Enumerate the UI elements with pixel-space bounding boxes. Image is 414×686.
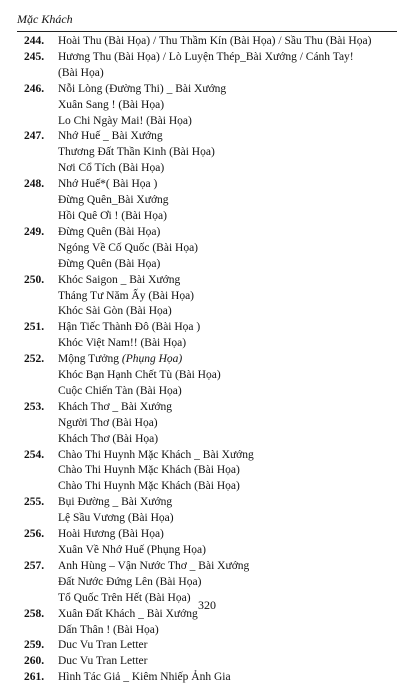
entry-titles xyxy=(58,50,404,82)
entry-number: 248. xyxy=(24,178,45,191)
toc-entry xyxy=(24,448,404,496)
entry-title-line xyxy=(58,527,404,543)
entry-number: 253. xyxy=(24,400,45,413)
entry-number: 244. xyxy=(24,35,45,47)
entry-number: 245. xyxy=(24,50,45,63)
toc-entry xyxy=(24,527,404,559)
entry-title-line xyxy=(58,145,404,161)
toc-entry xyxy=(24,50,404,82)
entry-title-text: Duc Vu Tran Letter xyxy=(58,639,148,652)
entry-title-text: Đừng Quên (Bài Họa) xyxy=(58,225,161,238)
entry-title-text: Cuộc Chiến Tàn (Bài Họa) xyxy=(58,384,182,397)
toc-entry xyxy=(24,400,404,448)
entry-title-line xyxy=(58,66,404,82)
entry-title-line xyxy=(58,177,404,193)
entry-title-text: Hoài Thu (Bài Họa) / Thu Thầm Kín (Bài Họa) / Sầu Thu (Bài Họa) xyxy=(58,35,372,47)
toc-entry xyxy=(24,638,404,654)
entry-title-text: Khóc Bạn Hạnh Chết Tù (Bài Họa) xyxy=(58,369,221,382)
toc-entry xyxy=(24,654,404,670)
entry-titles xyxy=(58,638,404,654)
entry-title-text: Nơi Cổ Tích (Bài Họa) xyxy=(58,162,165,175)
entry-titles xyxy=(58,670,404,686)
entry-titles xyxy=(58,82,404,130)
entry-titles xyxy=(58,129,404,177)
entry-title-line xyxy=(58,98,404,114)
toc-entry xyxy=(24,320,404,352)
entry-titles xyxy=(58,34,404,50)
entry-title-text: Nhớ Huế*( Bài Họa ) xyxy=(58,178,158,191)
entry-title-text: Hận Tiếc Thành Đô (Bài Họa ) xyxy=(58,321,201,334)
entry-title-line xyxy=(58,161,404,177)
header-rule xyxy=(17,31,397,32)
entry-number: 246. xyxy=(24,82,45,95)
entry-title-text: Tổ Quốc Trên Hết (Bài Họa) xyxy=(58,591,191,604)
entry-number: 257. xyxy=(24,559,45,572)
entry-title-line xyxy=(58,654,404,670)
entry-title-line xyxy=(58,336,404,352)
toc-entry xyxy=(24,225,404,273)
entry-title-text: Hình Tác Giả _ Kiêm Nhiếp Ảnh Gia xyxy=(58,671,231,684)
entry-titles xyxy=(58,527,404,559)
entry-title-text: Khóc Việt Nam!! (Bài Họa) xyxy=(58,337,187,350)
entry-title-text: Chào Thi Huynh Mặc Khách _ Bài Xướng xyxy=(58,448,254,461)
entry-title-text: Khóc Saigon _ Bài Xướng xyxy=(58,273,181,286)
entry-title-line xyxy=(58,82,404,98)
toc-entry xyxy=(24,129,404,177)
entry-title-line xyxy=(58,400,404,416)
entry-titles xyxy=(58,654,404,670)
entry-title-text: Xuân Sang ! (Bài Họa) xyxy=(58,98,165,111)
entry-titles xyxy=(58,448,404,496)
entry-title-line xyxy=(58,304,404,320)
toc-entry xyxy=(24,495,404,527)
entry-title-text: Chào Thi Huynh Mặc Khách (Bài Họa) xyxy=(58,464,240,477)
page-number: 320 xyxy=(198,598,216,612)
toc-entry xyxy=(24,177,404,225)
entry-title-text: Người Thơ (Bài Họa) xyxy=(58,416,158,429)
entry-title-line xyxy=(58,352,404,368)
entry-title-text: Hương Thu (Bài Họa) / Lò Luyện Thép_Bài Xướng / Cánh Tay! xyxy=(58,50,354,63)
entry-title-text: Khách Thơ (Bài Họa) xyxy=(58,432,159,445)
entry-title-text: Chào Thi Huynh Mặc Khách (Bài Họa) xyxy=(58,480,240,493)
entry-number: 251. xyxy=(24,321,45,334)
entry-number: 252. xyxy=(24,353,45,366)
entry-title-line xyxy=(58,670,404,686)
entry-title-text: Dấn Thân ! (Bài Họa) xyxy=(58,623,159,636)
toc-entry xyxy=(24,670,404,686)
entry-title-line xyxy=(58,273,404,289)
entry-title-text: Nỗi Lòng (Đường Thi) _ Bài Xướng xyxy=(58,82,227,95)
entry-title-line xyxy=(58,368,404,384)
entry-title-text: (Bài Họa) xyxy=(58,66,104,79)
entry-title-line xyxy=(58,257,404,273)
entry-titles xyxy=(58,225,404,273)
entry-title-italic: (Phụng Họa) xyxy=(121,353,183,366)
entry-title-text: Xuân Về Nhớ Huế (Phụng Họa) xyxy=(58,544,206,556)
entry-title-text: Lo Chi Ngày Mai! (Bài Họa) xyxy=(58,114,192,127)
entry-titles xyxy=(58,273,404,321)
entry-title-line xyxy=(58,432,404,448)
entry-title-line xyxy=(58,34,404,50)
entry-title-line xyxy=(58,129,404,145)
entry-titles xyxy=(58,495,404,527)
entry-title-line xyxy=(58,241,404,257)
entry-title-text: Tháng Tư Năm Ấy (Bài Họa) xyxy=(58,289,195,302)
toc-entry xyxy=(24,82,404,130)
entry-title-text: Đừng Quên_Bài Xướng xyxy=(58,194,169,207)
entry-title-line xyxy=(58,559,404,575)
entry-title-line xyxy=(58,479,404,495)
table-of-contents xyxy=(24,34,404,686)
toc-entry xyxy=(24,273,404,321)
entry-title-line xyxy=(58,575,404,591)
entry-title-line xyxy=(58,225,404,241)
entry-titles xyxy=(58,320,404,352)
entry-title-line xyxy=(58,416,404,432)
entry-number: 254. xyxy=(24,448,45,461)
entry-title-text: Ngóng Về Cố Quốc (Bài Họa) xyxy=(58,241,198,254)
entry-title-text: Hồi Quê Ơi ! (Bài Họa) xyxy=(58,209,167,222)
entry-title-line xyxy=(58,193,404,209)
entry-title-line xyxy=(58,50,404,66)
entry-title-line xyxy=(58,320,404,336)
entry-title-text: Thương Đất Thần Kinh (Bài Họa) xyxy=(58,146,215,159)
toc-entry xyxy=(24,34,404,50)
entry-titles xyxy=(58,177,404,225)
entry-number: 249. xyxy=(24,225,45,238)
entry-number: 255. xyxy=(24,496,45,509)
entry-title-line xyxy=(58,114,404,130)
entry-title-text: Xuân Đất Khách _ Bài Xướng xyxy=(58,607,198,620)
entry-number: 250. xyxy=(24,273,45,286)
entry-title-line xyxy=(58,209,404,225)
entry-number: 258. xyxy=(24,607,45,620)
toc-entry xyxy=(24,352,404,400)
entry-titles xyxy=(58,400,404,448)
entry-title-line xyxy=(58,448,404,464)
entry-title-text: Đừng Quên (Bài Họa) xyxy=(58,257,161,270)
entry-number: 260. xyxy=(24,655,45,668)
entry-title-line xyxy=(58,463,404,479)
entry-title-line xyxy=(58,638,404,654)
entry-title-line xyxy=(58,623,404,639)
entry-title-line xyxy=(58,511,404,527)
entry-title-line xyxy=(58,384,404,400)
entry-title-text: Hoài Hương (Bài Họa) xyxy=(58,528,164,541)
entry-titles xyxy=(58,352,404,400)
entry-title-line xyxy=(58,289,404,305)
entry-title-text: Nhớ Huế _ Bài Xướng xyxy=(58,130,163,143)
entry-title-line xyxy=(58,495,404,511)
entry-title-text: Đất Nước Đứng Lên (Bài Họa) xyxy=(58,575,202,588)
entry-title-line xyxy=(58,543,404,559)
running-header: Mặc Khách xyxy=(17,12,73,26)
entry-number: 247. xyxy=(24,130,45,143)
entry-number: 261. xyxy=(24,671,45,684)
entry-title-text: Lệ Sầu Vương (Bài Họa) xyxy=(58,512,174,525)
entry-number: 256. xyxy=(24,528,45,541)
entry-title-text: Bụi Đường _ Bài Xướng xyxy=(58,496,173,509)
entry-title-text: Duc Vu Tran Letter xyxy=(58,655,148,668)
entry-number: 259. xyxy=(24,639,45,652)
entry-title-text: Khách Thơ _ Bài Xướng xyxy=(58,400,173,413)
entry-title-text: Khóc Sài Gòn (Bài Họa) xyxy=(58,305,172,318)
entry-title-text: Mộng Tưởng xyxy=(58,353,122,366)
entry-title-text: Anh Hùng – Vận Nước Thơ _ Bài Xướng xyxy=(58,559,250,572)
